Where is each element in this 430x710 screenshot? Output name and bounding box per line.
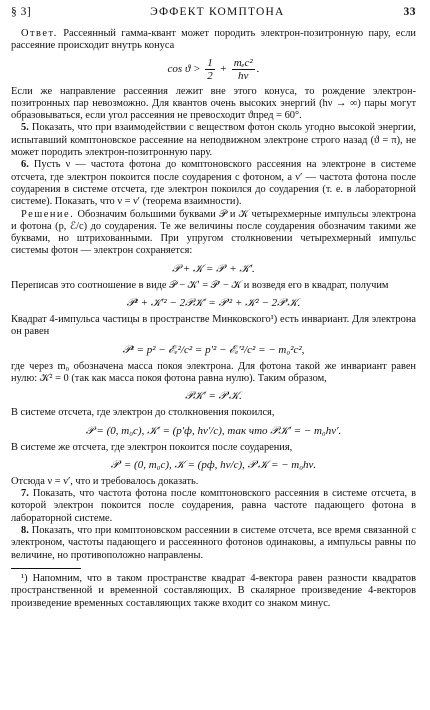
answer-paragraph [11,28,416,53]
problem-6 [11,159,416,208]
problem-5-number: 5. [21,122,29,134]
section-marker: § 3] [11,6,32,18]
paragraph-cone-outside: Если же направление рассеяния лежит вне этого конуса, то рождение электрон-позитронных пар невозможно. Для квантов очень высоких энергий (hν → ∞) пары могут образовываться, если угол рассеяния не превосходит ϑпред = 60°. [11,85,416,122]
problem-8 [11,525,416,562]
answer-label: Ответ. [21,28,58,39]
problem-5 [11,122,416,159]
equation-cone [11,57,416,82]
eq1-frac1-den: 2 [207,69,213,82]
page-number: 33 [403,6,416,18]
problem-7-text: Показать, что частота фотона после комптоновского рассеяния в системе отсчета, в которой электрон покоится после соударения, равна частоте падающего фотона в лабораторной системе. [11,488,416,524]
problem-8-number: 8. [21,525,29,537]
equation-equality: 𝒫𝒦′ = 𝒫′𝒦. [185,390,242,403]
paragraph-conclusion: Отсюда ν = ν′, что и требовалось доказать. [11,475,199,487]
equation-frame-after: 𝒫′ = (0, m₀c), 𝒦 = (pф, hν/c), 𝒫′𝒦 = − m₀hν. [110,458,317,471]
paragraph-frame-before: В системе отсчета, где электрон до столкновения покоился, [11,407,275,419]
equation-conservation: 𝒫 + 𝒦 = 𝒫′ + 𝒦′. [172,262,255,275]
solution-label: Решение. [21,208,75,220]
eq1-frac1 [205,57,215,82]
problem-8-text: Показать, что при комптоновском рассеянии в системе отсчета, все время связанной с электроном, частоты падающего и рассеянного фотонов одинаковы, а импульсы равны по величине, но противоположно направлены. [11,525,416,561]
equation-squared: 𝒫² + 𝒦′² − 2𝒫𝒦′ = 𝒫′² + 𝒦² − 2𝒫′𝒦. [126,297,301,310]
footnote-divider [11,568,81,569]
solution-text: Обозначим большими буквами 𝒫 и 𝒦 четырехмерные импульсы электрона и фотона (p, ℰ/c) до соударения. Те же величины после соударения обозначим такими же буквами, но штрихованными. При упругом столкновении четырехмерный импульс системы фотон — электрон сохраняется: [11,208,416,257]
solution-paragraph [11,209,416,258]
problem-5-text: Показать, что при взаимодействии с веществом фотон сколь угодно высокой энергии, испытавший комптоновское рассеяние на неподвижном электроне строго назад (ϑ = π), не может породить электрон-позитронную пару. [11,122,416,159]
eq1-plus: + [219,62,227,75]
equation-frame-before: 𝒫 = (0, m₀c), 𝒦′ = (p′ф, hν′/c), так что 𝒫𝒦′ = − m₀hν′. [85,424,342,437]
eq1-frac2-den: hν [238,69,249,82]
equation-electron-invariant: 𝒫² = p² − ℰₑ²/c² = p′² − ℰₑ′²/c² = − m₀²c², [122,343,305,356]
answer-text: Рассеянный гамма-квант может породить электрон-позитронную пару, если рассеяние происходит внутрь конуса [11,28,416,52]
footnote-text: ¹) Напомним, что в таком пространстве квадрат 4-вектора равен разности квадратов пространственной и временной составляющих. В скалярное произведение 4-векторов произведение временных составляющих также входит со знаком минус. [11,572,416,609]
problem-6-number: 6. [21,159,29,171]
eq1-end: . [256,62,260,75]
eq1-frac2-num: mₑc² [233,56,253,69]
eq1-left: cos ϑ > [167,62,201,75]
running-header [11,0,416,28]
eq1-frac2 [232,57,255,82]
eq1-frac1-num: 1 [207,56,213,69]
problem-6-text: Пусть ν — частота фотона до комптоновского рассеяния на электроне в системе отсчета, где электрон покоится после соударения с фотоном, а ν′ — частота фотона после соударения в системе отсчета, где электрон покоился до соударения (т. е. в лабораторной системе). Показать, что ν = ν′ (теорема взаимности). [11,159,416,208]
footnote [11,573,416,610]
running-title: ЭФФЕКТ КОМПТОНА [150,6,285,18]
paragraph-invariant: Квадрат 4-импульса частицы в пространстве Минковского¹) есть инвариант. Для электрона он равен [11,314,416,338]
problem-7-number: 7. [21,488,29,500]
paragraph-rewrite: Переписав это соотношение в виде 𝒫 − 𝒦′ = 𝒫′ − 𝒦 и возведя его в квадрат, получим [11,279,389,291]
paragraph-rest-mass: где через m₀ обозначена масса покоя электрона. Для фотона такой же инвариант равен нулю: 𝒦² = 0 (так как масса покоя фотона равна нулю). Таким образом, [11,360,416,384]
problem-7 [11,488,416,525]
paragraph-frame-after: В системе же отсчета, где электрон покоится после соударения, [11,441,293,453]
